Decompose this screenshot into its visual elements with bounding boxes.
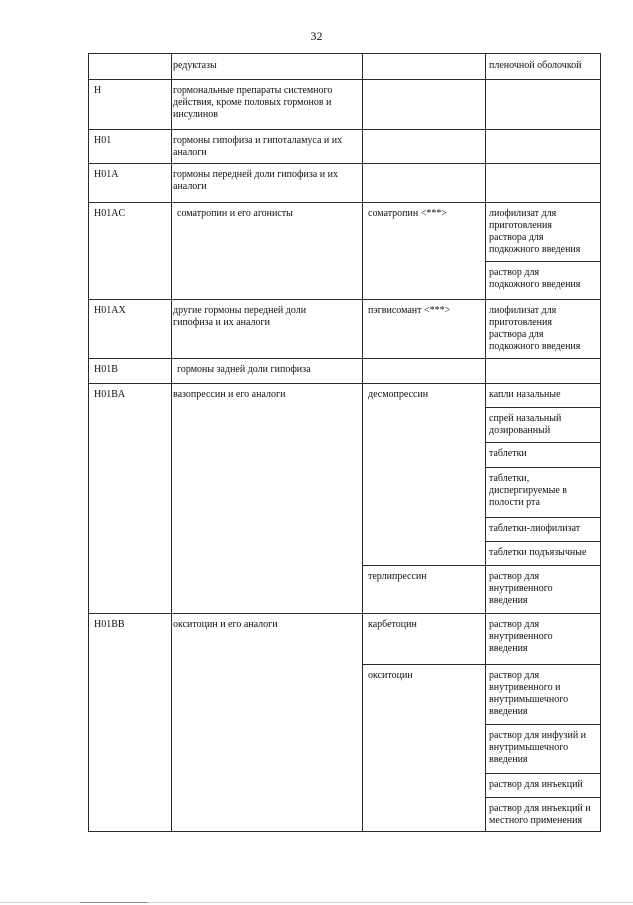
- bottom-divider-accent: [80, 902, 147, 903]
- dosage-form: таблетки-лиофилизат: [489, 523, 581, 534]
- row-line: [89, 383, 600, 384]
- row-line: [89, 358, 600, 359]
- dosage-form: раствор для внутривенного введения: [489, 619, 553, 654]
- drug-table: [88, 53, 601, 832]
- dosage-form: раствор для подкожного введения: [489, 267, 581, 290]
- pharmacological-group: соматропин и его агонисты: [177, 208, 293, 219]
- dosage-form: таблетки подъязычные: [489, 547, 587, 558]
- page-number: 32: [310, 29, 323, 43]
- form-line: [485, 724, 600, 725]
- form-line: [485, 517, 600, 518]
- dosage-form: раствор для внутривенного и внутримышечного введения: [489, 670, 569, 717]
- drug-name: карбетоцин: [368, 619, 417, 630]
- row-line: [89, 202, 600, 203]
- row-line: [89, 163, 600, 164]
- dosage-form: пленочной оболочкой: [489, 60, 582, 71]
- pharmacological-group: гормоны передней доли гипофиза и их аналоги: [173, 169, 338, 192]
- column-line: [362, 54, 363, 831]
- pharmacological-group: редуктазы: [173, 60, 217, 71]
- drug-name: пэгвисомант <***>: [368, 305, 451, 316]
- row-line: [89, 129, 600, 130]
- row-line: [89, 299, 600, 300]
- drug-line: [362, 664, 600, 665]
- atc-code: H: [94, 85, 102, 96]
- atc-code: H01AX: [94, 305, 126, 316]
- dosage-form: раствор для инъекций и местного применения: [489, 803, 591, 826]
- form-line: [485, 773, 600, 774]
- form-line: [485, 467, 600, 468]
- dosage-form: спрей назальный дозированный: [489, 413, 562, 436]
- dosage-form: таблетки: [489, 448, 527, 459]
- dosage-form: лиофилизат для приготовления раствора для подкожного введения: [489, 208, 581, 255]
- atc-code: H01AC: [94, 208, 126, 219]
- dosage-form: раствор для инъекций: [489, 779, 583, 790]
- pharmacological-group: гормоны задней доли гипофиза: [177, 364, 311, 375]
- atc-code: H01B: [94, 364, 118, 375]
- form-line: [485, 442, 600, 443]
- row-line: [89, 79, 600, 80]
- pharmacological-group: другие гормоны передней доли гипофиза и их аналоги: [173, 305, 307, 328]
- atc-code: H01: [94, 135, 112, 146]
- drug-name: окситоцин: [368, 670, 413, 681]
- dosage-form: капли назальные: [489, 389, 561, 400]
- column-line: [171, 54, 172, 831]
- atc-code: H01BB: [94, 619, 125, 630]
- dosage-form: раствор для инфузий и внутримышечного введения: [489, 730, 587, 765]
- drug-name: терлипрессин: [368, 571, 427, 582]
- drug-name: десмопрессин: [368, 389, 429, 400]
- form-line: [485, 541, 600, 542]
- dosage-form: лиофилизат для приготовления раствора для подкожного введения: [489, 305, 581, 352]
- atc-code: H01A: [94, 169, 119, 180]
- dosage-form: раствор для внутривенного введения: [489, 571, 553, 606]
- form-line: [485, 261, 600, 262]
- dosage-form: таблетки, диспергируемые в полости рта: [489, 473, 568, 508]
- atc-code: H01BA: [94, 389, 126, 400]
- pharmacological-group: гормоны гипофиза и гипоталамуса и их аналоги: [173, 135, 343, 158]
- pharmacological-group: вазопрессин и его аналоги: [173, 389, 286, 400]
- pharmacological-group: окситоцин и его аналоги: [173, 619, 278, 630]
- row-line: [89, 613, 600, 614]
- pharmacological-group: гормональные препараты системного действия, кроме половых гормонов и инсулинов: [173, 85, 333, 120]
- drug-name: соматропин <***>: [368, 208, 448, 219]
- form-line: [485, 407, 600, 408]
- drug-line: [362, 565, 600, 566]
- form-line: [485, 797, 600, 798]
